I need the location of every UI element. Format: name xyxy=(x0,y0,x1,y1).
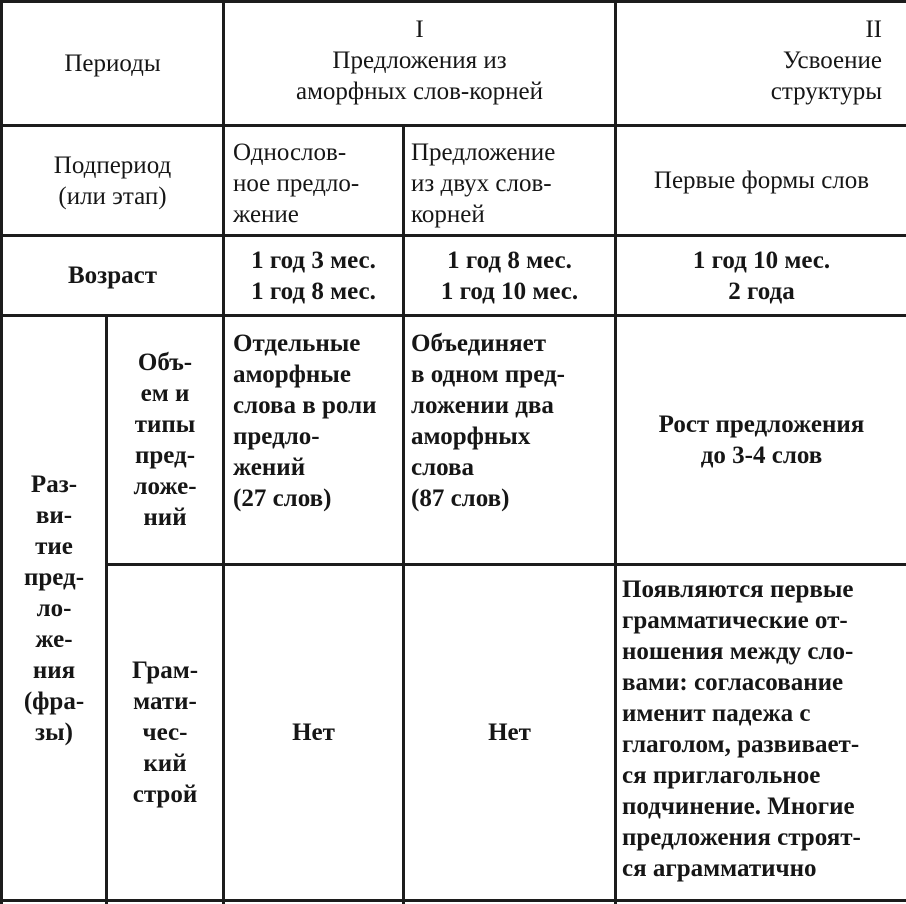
age-col2-line2: 1 год 10 мес. xyxy=(440,277,579,305)
development-label xyxy=(3,317,105,899)
volume-label-line6: ний xyxy=(143,504,187,531)
period1-title-line2: аморфных слов-корней xyxy=(296,78,543,105)
volume-col1-line5: жений xyxy=(233,454,306,481)
grammar-col1 xyxy=(225,566,402,899)
age-label: Возраст xyxy=(67,262,157,289)
volume-col1 xyxy=(233,328,403,514)
volume-col1-line4: предло- xyxy=(233,423,320,450)
volume-label-line4: пред- xyxy=(134,442,196,469)
development-label-line3: тие xyxy=(35,532,73,560)
period1-header xyxy=(225,14,614,107)
subperiod-col2-line1: Предложение xyxy=(411,139,556,166)
development-label-line4: пред- xyxy=(23,563,85,591)
volume-col3-line1: Рост предложения xyxy=(658,411,865,438)
volume-label-line1: Объ- xyxy=(137,349,193,376)
subperiod-col1-line1: Однослов- xyxy=(233,139,347,166)
subperiod-label-line1: Подпериод xyxy=(53,151,172,179)
subperiod-col1-line3: жение xyxy=(233,201,299,228)
volume-col3-line2: до 3-4 слов xyxy=(700,442,823,469)
subperiod-col3 xyxy=(617,127,906,234)
volume-label xyxy=(108,317,222,563)
volume-col2 xyxy=(411,328,611,514)
subperiod-col1 xyxy=(233,137,403,230)
volume-col1-line2: аморфные xyxy=(233,361,351,388)
grammar-label-line1: Грам- xyxy=(131,657,199,684)
volume-col2-line2: в одном пред- xyxy=(411,361,565,388)
subperiod-col2-line3: корней xyxy=(411,201,485,228)
subperiod-col1-line2: ное предло- xyxy=(233,170,360,197)
development-label-line1: Раз- xyxy=(30,470,78,498)
grammar-col1-text: Нет xyxy=(292,719,335,746)
volume-col2-line4: аморфных xyxy=(411,423,531,450)
subperiod-col2 xyxy=(411,137,611,230)
period2-header xyxy=(617,14,882,107)
subperiod-col2-line2: из двух слов- xyxy=(411,170,552,197)
age-label-cell xyxy=(3,237,222,314)
development-label-line7: ния xyxy=(32,656,76,684)
subperiod-label-cell xyxy=(3,127,222,234)
volume-label-line5: ложе- xyxy=(133,473,197,500)
grammar-col2-text: Нет xyxy=(488,719,531,746)
volume-label-line3: типы xyxy=(134,411,196,438)
development-label-line2: ви- xyxy=(35,501,73,529)
volume-col3 xyxy=(617,317,906,563)
grammar-col3-line5: именит падежа с xyxy=(622,700,811,727)
grammar-col3-line1: Появляются первые xyxy=(622,576,854,603)
age-col1-line1: 1 год 3 мес. xyxy=(251,246,376,274)
grammar-col3-line10: ся аграмматично xyxy=(622,855,817,882)
grammar-label xyxy=(108,566,222,899)
period1-title-line1: Предложения из xyxy=(332,47,507,74)
grammar-col3-line9: предложения строят- xyxy=(622,824,861,851)
grammar-label-line2: мати- xyxy=(133,688,197,715)
grammar-col3-line2: грамматические от- xyxy=(622,607,848,634)
volume-col2-line6: (87 слов) xyxy=(411,485,510,512)
volume-col2-line1: Объединяет xyxy=(411,330,547,357)
age-col1-line2: 1 год 8 мес. xyxy=(251,277,376,305)
age-col1 xyxy=(225,237,402,314)
grammar-label-line5: строй xyxy=(132,781,198,808)
grammar-label-line3: чес- xyxy=(142,719,188,746)
volume-col1-line1: Отдельные xyxy=(233,330,361,357)
grammar-col3 xyxy=(622,574,892,884)
table-border-bottom xyxy=(0,899,906,902)
periods-label-cell xyxy=(3,3,222,124)
development-label-line6: же- xyxy=(35,625,73,653)
development-label-line8: (фра- xyxy=(23,687,85,715)
period2-numeral: II xyxy=(865,16,882,43)
volume-col2-line3: ложении два xyxy=(411,392,554,419)
periods-label: Периоды xyxy=(64,50,161,77)
period2-title-line2: структуры xyxy=(770,78,882,105)
subperiod-label-line2: (или этап) xyxy=(58,182,167,210)
development-label-line9: зы) xyxy=(35,718,73,746)
grammar-col3-line6: глаголом, развивает- xyxy=(622,731,860,758)
grammar-col3-line7: ся приглагольное xyxy=(622,762,821,789)
age-col2-line1: 1 год 8 мес. xyxy=(447,246,572,274)
grammar-col3-line3: ношения между сло- xyxy=(622,638,854,665)
period2-title-line1: Усвоение xyxy=(782,47,882,74)
age-col3 xyxy=(617,237,906,314)
age-col3-line1: 1 год 10 мес. xyxy=(692,246,831,274)
age-col2 xyxy=(405,237,614,314)
volume-label-line2: ем и xyxy=(140,380,190,407)
grammar-col3-line8: подчинение. Многие xyxy=(622,793,855,820)
volume-col1-line3: слова в роли xyxy=(233,392,377,419)
age-col3-line2: 2 года xyxy=(728,277,795,305)
period1-numeral: I xyxy=(415,16,424,43)
grammar-col2 xyxy=(405,566,614,899)
grammar-label-line4: кий xyxy=(143,750,187,777)
volume-col2-line5: слова xyxy=(411,454,475,481)
development-label-line5: ло- xyxy=(36,594,72,622)
subperiod-col3-text: Первые формы слов xyxy=(653,167,870,194)
grammar-col3-line4: вами: согласование xyxy=(622,669,844,696)
volume-col1-line6: (27 слов) xyxy=(233,485,332,512)
